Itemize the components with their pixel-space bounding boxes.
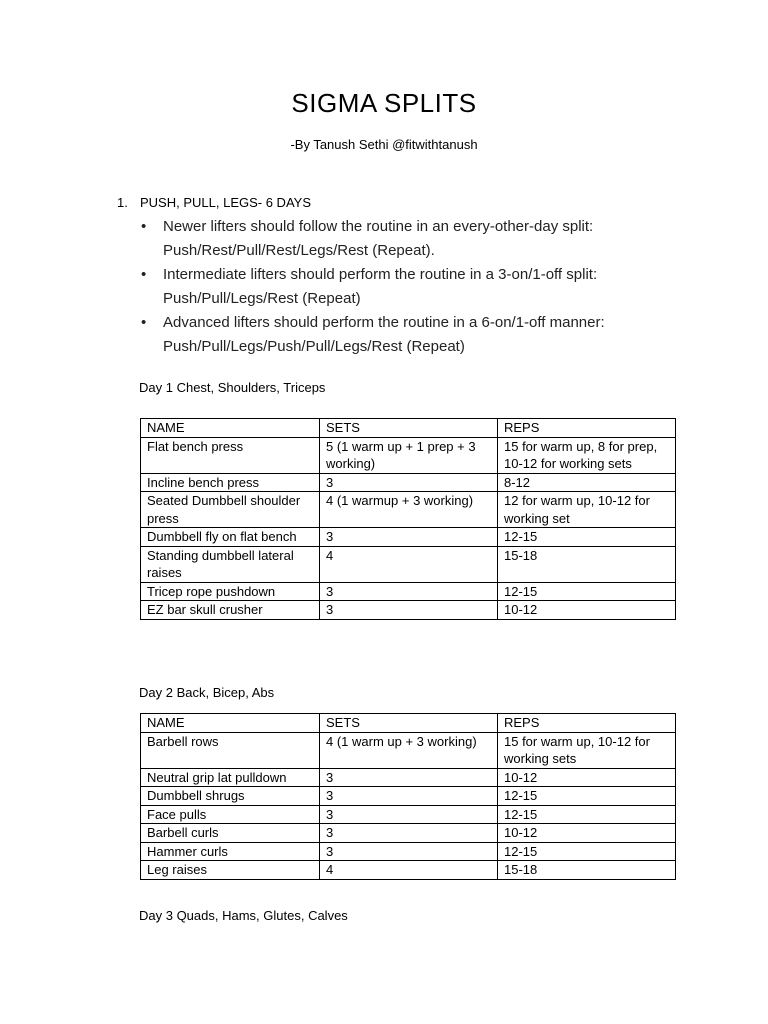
exercise-name: EZ bar skull crusher (141, 601, 320, 620)
exercise-sets: 5 (1 warm up + 1 prep + 3 working) (320, 437, 498, 473)
routine-bullet-list (139, 215, 699, 359)
exercise-sets: 3 (320, 473, 498, 492)
bullet-text: Newer lifters should follow the routine in an every-other-day split: Push/Rest/Pull/Rest/Legs/Rest (Repeat). (163, 218, 594, 259)
exercise-reps: 15-18 (498, 861, 676, 880)
bullet-advanced-lifters (139, 311, 699, 359)
exercise-name: Dumbbell shrugs (141, 787, 320, 806)
table-row (141, 842, 676, 861)
day3-heading: Day 3 Quads, Hams, Glutes, Calves (139, 908, 348, 923)
exercise-sets: 3 (320, 601, 498, 620)
exercise-reps: 15 for warm up, 10-12 for working sets (498, 732, 676, 768)
table-row (141, 437, 676, 473)
exercise-reps: 10-12 (498, 601, 676, 620)
exercise-name: Neutral grip lat pulldown (141, 768, 320, 787)
document-byline: -By Tanush Sethi @fitwithtanush (290, 137, 478, 152)
exercise-name: Leg raises (141, 861, 320, 880)
day1-table (140, 418, 676, 620)
exercise-sets: 4 (1 warmup + 3 working) (320, 492, 498, 528)
exercise-reps: 8-12 (498, 473, 676, 492)
header-sets: SETS (320, 419, 498, 438)
exercise-reps: 15-18 (498, 546, 676, 582)
table-row (141, 824, 676, 843)
exercise-sets: 4 (320, 861, 498, 880)
exercise-name: Barbell rows (141, 732, 320, 768)
section-title: PUSH, PULL, LEGS- 6 DAYS (140, 195, 311, 210)
exercise-name: Incline bench press (141, 473, 320, 492)
exercise-name: Tricep rope pushdown (141, 582, 320, 601)
header-reps: REPS (498, 419, 676, 438)
exercise-sets: 3 (320, 528, 498, 547)
header-name: NAME (141, 419, 320, 438)
exercise-sets: 4 (320, 546, 498, 582)
exercise-sets: 3 (320, 824, 498, 843)
table-row (141, 805, 676, 824)
exercise-reps: 10-12 (498, 768, 676, 787)
exercise-sets: 3 (320, 805, 498, 824)
section-heading (117, 195, 311, 210)
bullet-dot-icon: • (141, 266, 147, 283)
table-header-row (141, 714, 676, 733)
exercise-reps: 12-15 (498, 528, 676, 547)
table-header-row (141, 419, 676, 438)
table-row (141, 473, 676, 492)
bullet-text: Intermediate lifters should perform the routine in a 3-on/1-off split: Push/Pull/Legs/Rest (Repeat) (163, 266, 598, 307)
bullet-newer-lifters (139, 215, 699, 263)
table-row (141, 546, 676, 582)
table-row (141, 861, 676, 880)
table-row (141, 582, 676, 601)
bullet-text: Advanced lifters should perform the routine in a 6-on/1-off manner: Push/Pull/Legs/Push/Pull/Legs/Rest (Repeat) (163, 314, 605, 355)
exercise-name: Flat bench press (141, 437, 320, 473)
exercise-name: Dumbbell fly on flat bench (141, 528, 320, 547)
exercise-sets: 3 (320, 842, 498, 861)
exercise-reps: 12 for warm up, 10-12 for working set (498, 492, 676, 528)
day2-table (140, 713, 676, 880)
section-number: 1. (117, 195, 128, 210)
header-sets: SETS (320, 714, 498, 733)
table-row (141, 768, 676, 787)
exercise-sets: 3 (320, 787, 498, 806)
document-title: SIGMA SPLITS (291, 88, 477, 118)
table-row (141, 492, 676, 528)
day2-heading: Day 2 Back, Bicep, Abs (139, 685, 275, 700)
bullet-dot-icon: • (141, 218, 147, 235)
exercise-sets: 3 (320, 768, 498, 787)
bullet-dot-icon: • (141, 314, 147, 331)
exercise-name: Hammer curls (141, 842, 320, 861)
day1-heading: Day 1 Chest, Shoulders, Triceps (139, 380, 326, 395)
exercise-name: Barbell curls (141, 824, 320, 843)
exercise-reps: 15 for warm up, 8 for prep, 10-12 for working sets (498, 437, 676, 473)
exercise-reps: 10-12 (498, 824, 676, 843)
header-reps: REPS (498, 714, 676, 733)
table-row (141, 787, 676, 806)
exercise-reps: 12-15 (498, 805, 676, 824)
table-row (141, 732, 676, 768)
exercise-sets: 3 (320, 582, 498, 601)
exercise-reps: 12-15 (498, 842, 676, 861)
header-name: NAME (141, 714, 320, 733)
table-row (141, 601, 676, 620)
table-row (141, 528, 676, 547)
exercise-reps: 12-15 (498, 582, 676, 601)
exercise-reps: 12-15 (498, 787, 676, 806)
exercise-name: Standing dumbbell lateral raises (141, 546, 320, 582)
exercise-name: Seated Dumbbell shoulder press (141, 492, 320, 528)
bullet-intermediate-lifters (139, 263, 699, 311)
exercise-name: Face pulls (141, 805, 320, 824)
exercise-sets: 4 (1 warm up + 3 working) (320, 732, 498, 768)
